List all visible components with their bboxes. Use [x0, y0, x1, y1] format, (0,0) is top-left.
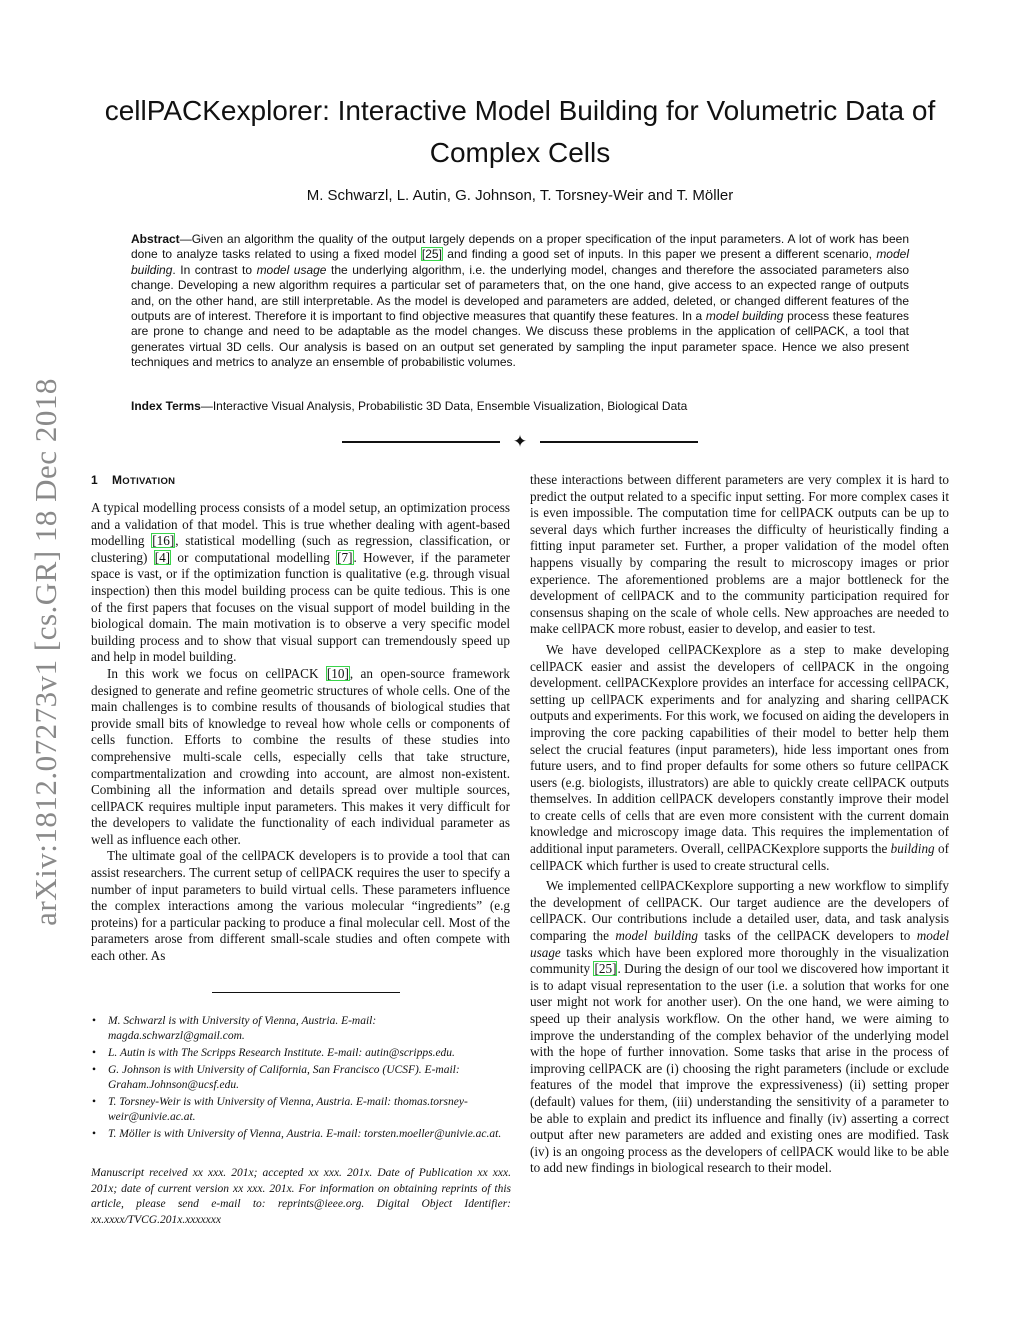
- footnote-text: L. Autin is with The Scripps Research Institute. E-mail: autin@scripps.edu.: [108, 1047, 455, 1059]
- section-title-initial: M: [111, 473, 123, 487]
- footnote-item: [91, 1095, 511, 1125]
- bullet-icon: •: [92, 1064, 97, 1076]
- citation-link[interactable]: [16]: [152, 533, 175, 549]
- footnote-item: [91, 1063, 511, 1093]
- footnotes: [91, 1014, 511, 1144]
- right-column: [530, 472, 949, 1177]
- left-column: [91, 472, 510, 965]
- paragraph: these interactions between different parameters are very complex it is hard to predict the output related to a specific input setting. For more complex cases it is even impossible. The computation time for cellPACK outputs can be up to several days which further increases the difficulty of heuristically finding a fitting input parameter set. Further, a proper validation of the model often happens visually by comparing the result to microscopy images or prior experience. The aforementioned problems are a major bottleneck for the development of cellPACK and to the community participation required for consensus shaping on the scale of whole cells. New approaches are needed to make cellPACK more robust, easier to develop, and easier to test.: [530, 472, 949, 637]
- abstract-text: the underlying algorithm, i.e. the underlying model, changes and therefore the associated parameters also change. Developing a new algorithm requires a particular set of parameters that, on the one hand, give access to an expected range of outputs and, on the other hand, are still interpretable. As the model is developed and parameters are added, deleted, or changed different features of the outputs are of interest. Therefore it is important to find objective measures that quantify these features. In a: [131, 262, 909, 324]
- footnote-text: T. Torsney-Weir is with University of Vienna, Austria. E-mail: thomas.torsney-weir@univie.ac.at.: [108, 1096, 468, 1123]
- arxiv-identifier: [25, 352, 67, 952]
- section-heading: [91, 472, 510, 490]
- abstract-text: process these features are prone to change and need to be adaptable as the model changes. We discuss these problems in the application of cellPACK, a tool that generates virtual 3D cells. Our analysis is based on an output set generated by sampling the input parameter space. Hence we also present techniques and metrics to analyze an ensemble of probabilistic volumes.: [131, 309, 910, 370]
- citation-link[interactable]: [7]: [337, 549, 353, 565]
- bullet-icon: •: [92, 1047, 97, 1059]
- paragraph: A typical modelling process consists of a model setup, an optimization process and a validation of that model. This is true whether dealing with agent-based modelling [16], statistical modelling (such as regression, classification, or clustering) [4] or computational modelling [7]. However, if the parameter space is vast, or if the optimization function is qualitative (e.g. through visual inspection) then this model building process can be quite tedious. This is one of the first papers that focuses on the visual support of model building in the biological domain. The main motivation is to observe a very specific model building process and to show that visual support can tremendously speed up and help in model building.: [91, 500, 510, 665]
- section-number: 1: [91, 473, 98, 487]
- manuscript-note: Manuscript received xx xxx. 201x; accepted xx xxx. 201x. Date of Publication xx xxx. 201x; date of current version xx xxx. 201x. For information on obtaining reprints of this article, please send e-mail to: reprints@ieee.org. Digital Object Identifier: xx.xxxx/TVCG.201x.xxxxxxx: [91, 1167, 511, 1226]
- arxiv-identifier-text: arXiv:1812.07273v1 [cs.GR] 18 Dec 2018: [28, 378, 64, 926]
- abstract-label: Abstract: [131, 232, 180, 246]
- citation-link[interactable]: [25]: [594, 961, 617, 977]
- index-terms-label: Index Terms: [131, 399, 201, 413]
- footnote-text: G. Johnson is with University of California, San Francisco (UCSF). E-mail: Graham.Johnson@ucsf.edu.: [108, 1064, 460, 1091]
- paragraph: We have developed cellPACKexplore as a step to make developing cellPACK easier and assist the developers of cellPACK in the ongoing development. cellPACKexplore provides an interface for accessing cellPACK, setting up cellPACK experiments and for analyzing and sharing cellPACK outputs and experiments. For this work, we focused on aiding the developers in improving the core packing capabilities of their model to better help them select the crucial features (input parameters), hide less important ones from future users, and to find proper defaults for some others so future cellPACK users (e.g. biologists, illustrators) are able to quickly create cellPACK outputs themselves. In addition cellPACK developers constantly improve their model to create cells of cells that are even more consistent with the current domain knowledge and microscopy image data. This requires the implementation of additional input parameters. Overall, cellPACKexplore supports the building of cellPACK which further is used to create structural cells.: [530, 641, 949, 873]
- bullet-icon: •: [92, 1128, 97, 1140]
- citation-link[interactable]: [10]: [326, 665, 349, 681]
- abstract-emphasis: model building: [705, 309, 784, 324]
- divider-line-right: [540, 441, 698, 443]
- footnote-text: T. Möller is with University of Vienna, Austria. E-mail: torsten.moeller@univie.ac.at.: [108, 1128, 502, 1140]
- footnote-item: [91, 1127, 511, 1142]
- paper-title: cellPACKexplorer: Interactive Model Building for Volumetric Data of Complex Cells: [104, 95, 936, 168]
- abstract-emphasis: model usage: [256, 262, 327, 277]
- abstract: [131, 232, 909, 371]
- index-terms-text: —Interactive Visual Analysis, Probabilistic 3D Data, Ensemble Visualization, Biological Data: [200, 399, 688, 413]
- abstract-text: and finding a good set of inputs. In this paper we present a different scenario,: [442, 247, 877, 262]
- divider-line-left: [342, 441, 500, 443]
- footnote-rule: [212, 992, 400, 993]
- paragraph: In this work we focus on cellPACK [10], an open-source framework designed to generate and refine geometric structures of whole cells. One of the main challenges is to combine results of thousands of biological studies that provide small bits of knowledge to reveal how whole cells or components of cells function. Efforts to combine the results of these studies into comprehensive multi-scale cells, especially cells that take structure, compartmentalization and crowding into account, are almost non-existent. Combining all the information and details spread over multiple sources, cellPACK requires multiple input parameters. This makes it very difficult for the developers to validate the functionality of each individual parameter as well as influence each other.: [91, 665, 510, 847]
- citation-link[interactable]: [4]: [154, 549, 171, 565]
- divider-ornament-icon: ✦: [512, 432, 528, 451]
- bullet-icon: •: [92, 1096, 97, 1108]
- section-title-rest: OTIVATION: [122, 476, 176, 487]
- citation-link[interactable]: [25]: [421, 247, 442, 262]
- abstract-text: . In contrast to: [172, 262, 257, 277]
- footnote-list: [91, 1014, 511, 1142]
- section-divider: [342, 433, 698, 451]
- paragraph: We implemented cellPACKexplore supporting a new workflow to simplify the development of cellPACK. Our target audience are the developers of cellPACK. Our contributions include a detailed user, data, and task analysis comparing the model building tasks of the cellPACK developers to model usage tasks which have been explored more thoroughly in the visualization community [25]. During the design of our tool we discovered how important it is to adapt visual representation to the user (i.e. a solution that works for one user might not work for another user). On the one hand, we were aiming to speed up their analysis workflow. On the other hand, we were aiming to improve the understanding of the complex behavior of the underlying model with the hope of further innovation. Some tasks that arise in the process of improving cellPACK are (i) choosing the right parameters (include or exclude features of the model that improve the expressiveness) (ii) setting proper (default) values for them, (iii) understanding the sensitivity of a parameter to be able to explain and predict its influence and finally (iv) asserting a correct output after new parameters are added and existing ones are modified. Task (iv) is an ongoing process as the developers of cellPACK would like to be able to add new findings in biological research to their model.: [530, 878, 950, 1176]
- footnote-item: [91, 1046, 511, 1061]
- footnote-item: [91, 1014, 511, 1044]
- index-terms: [131, 398, 909, 414]
- bullet-icon: •: [92, 1015, 97, 1027]
- abstract-emphasis: model building: [131, 247, 909, 277]
- footnote-text: M. Schwarzl is with University of Vienna, Austria. E-mail: magda.schwarzl@gmail.com.: [108, 1015, 377, 1042]
- author-list: M. Schwarzl, L. Autin, G. Johnson, T. Torsney-Weir and T. Möller: [306, 187, 734, 204]
- abstract-text: —Given an algorithm the quality of the output largely depends on a proper specification of the input parameters. A lot of work has been done to analyze tasks related to using a fixed model: [131, 232, 909, 262]
- paragraph: The ultimate goal of the cellPACK developers is to provide a tool that can assist researchers. The current setup of cellPACK requires the user to specify a number of input parameters to build virtual cells. These parameters influence the complex interactions among the various molecular “ingredients” (e.g proteins) for a particular packing to produce a final molecular cell. Most of the parameters arose from different small-scale studies and often compete with each other. As: [91, 848, 510, 964]
